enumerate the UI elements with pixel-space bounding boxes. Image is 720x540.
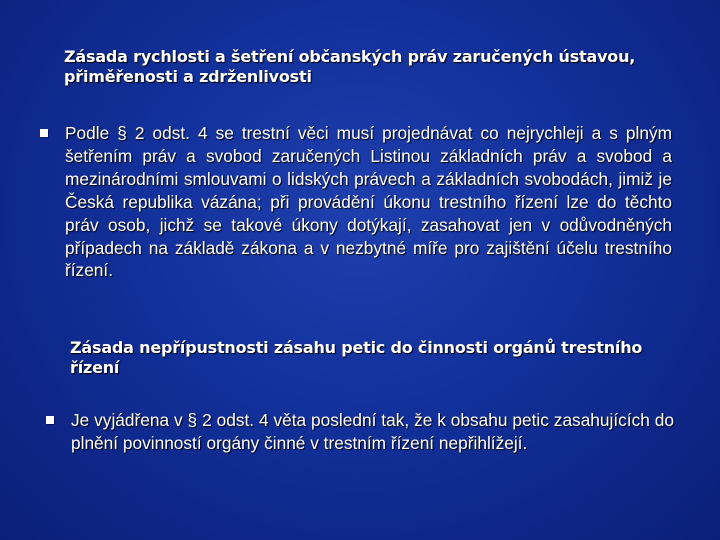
section-2-heading — [70, 338, 670, 378]
square-bullet-icon — [46, 416, 54, 424]
section-1-heading-line-2: přiměřenosti a zdrženlivosti — [64, 67, 312, 86]
section-2-bullet-text: Je vyjádřena v § 2 odst. 4 věta poslední tak, že k obsahu petic zasahujících do plnění povinností orgány činné v trestním řízení nepřihlížejí. — [71, 410, 674, 453]
section-1-heading — [64, 47, 664, 87]
square-bullet-icon — [40, 129, 48, 137]
section-1-bullet-item — [40, 122, 672, 282]
section-2-heading-line-2: řízení — [70, 358, 120, 377]
section-2-heading-line-1: Zásada nepřípustnosti zásahu petic do činnosti orgánů trestního — [70, 338, 643, 357]
section-2-bullet-item — [46, 409, 674, 455]
section-1-bullet-text: Podle § 2 odst. 4 se trestní věci musí projednávat co nejrychleji a s plným šetřením práv a svobod zaručených Listinou základních práv a svobod a mezinárodními smlouvami o lidských právech a základních svobodách, jimiž je Česká republika vázána; při provádění úkonu trestního řízení lze do těchto práv osob, jichž se takové úkony dotýkají, zasahovat jen v odůvodněných případech na základě zákona a v nezbytné míře pro zajištění účelu trestního řízení. — [65, 123, 672, 281]
section-1-heading-line-1: Zásada rychlosti a šetření občanských práv zaručených ústavou, — [64, 47, 636, 66]
